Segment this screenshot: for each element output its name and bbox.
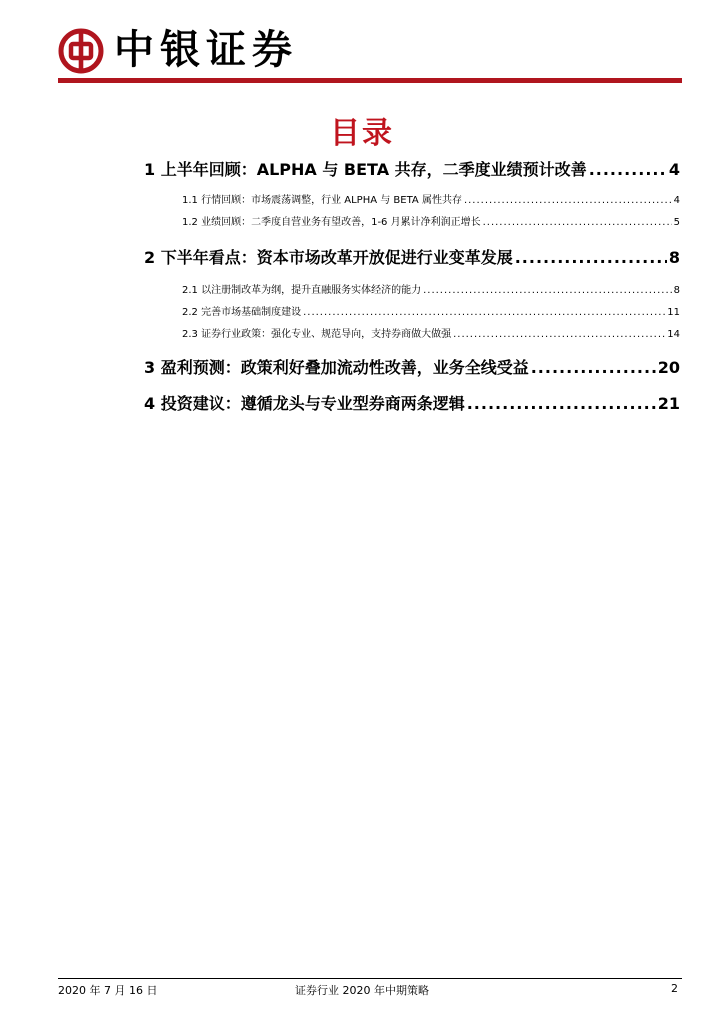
toc-entry-page: 14 xyxy=(667,329,680,340)
toc-entry-page: 20 xyxy=(657,358,680,377)
toc-leader-dots xyxy=(464,192,672,210)
toc-entry-4[interactable] xyxy=(144,390,680,418)
toc-entry-2-1[interactable] xyxy=(182,282,680,300)
toc-entry-page: 4 xyxy=(668,160,680,179)
toc-leader-dots xyxy=(589,156,667,184)
toc-entry-text: 1 上半年回顾：ALPHA 与 BETA 共存，二季度业绩预计改善 xyxy=(144,160,587,179)
page-title: 目录 xyxy=(330,116,394,151)
toc-entry-page: 21 xyxy=(657,394,680,413)
toc-leader-dots xyxy=(423,282,672,300)
toc-entry-page: 5 xyxy=(673,217,680,228)
toc-leader-dots xyxy=(515,244,667,272)
toc-entry-2[interactable] xyxy=(144,244,680,272)
toc-entry-page: 11 xyxy=(667,307,680,318)
toc-entry-text: 2.3 证券行业政策：强化专业、规范导向，支持券商做大做强 xyxy=(182,329,452,340)
toc-entry-2-3[interactable] xyxy=(182,326,680,344)
toc-entry-text: 1.1 行情回顾：市场震荡调整，行业 ALPHA 与 BETA 属性共存 xyxy=(182,195,462,206)
toc-entry-3[interactable] xyxy=(144,354,680,382)
toc-leader-dots xyxy=(483,214,672,232)
toc-entry-text: 1.2 业绩回顾：二季度自营业务有望改善，1-6 月累计净利润正增长 xyxy=(182,217,481,228)
footer-page-number: 2 xyxy=(671,982,678,995)
toc-entry-page: 8 xyxy=(673,285,680,296)
toc-leader-dots xyxy=(453,326,665,344)
toc-entry-page: 4 xyxy=(673,195,680,206)
toc-entry-text: 3 盈利预测：政策利好叠加流动性改善，业务全线受益 xyxy=(144,358,529,377)
toc-entry-text: 2.2 完善市场基础制度建设 xyxy=(182,307,302,318)
toc-leader-dots xyxy=(467,390,656,418)
toc-leader-dots xyxy=(531,354,656,382)
footer-report-title: 证券行业 2020 年中期策略 xyxy=(295,984,429,997)
toc-entry-page: 8 xyxy=(668,248,680,267)
toc-entry-text: 2 下半年看点：资本市场改革开放促进行业变革发展 xyxy=(144,248,513,267)
toc-entry-1-2[interactable] xyxy=(182,214,680,232)
brand-name: 中银证券 xyxy=(114,27,298,73)
header-divider xyxy=(58,78,682,83)
toc-leader-dots xyxy=(303,304,665,322)
toc-entry-text: 4 投资建议：遵循龙头与专业型券商两条逻辑 xyxy=(144,394,465,413)
page-header xyxy=(0,0,724,90)
toc-entry-1-1[interactable] xyxy=(182,192,680,210)
footer-date: 2020 年 7 月 16 日 xyxy=(58,984,158,997)
toc-entry-2-2[interactable] xyxy=(182,304,680,322)
bank-of-china-logo-icon xyxy=(58,28,104,74)
toc-entry-text: 2.1 以注册制改革为纲，提升直融服务实体经济的能力 xyxy=(182,285,422,296)
toc-entry-1[interactable] xyxy=(144,156,680,184)
footer-divider xyxy=(58,978,682,979)
